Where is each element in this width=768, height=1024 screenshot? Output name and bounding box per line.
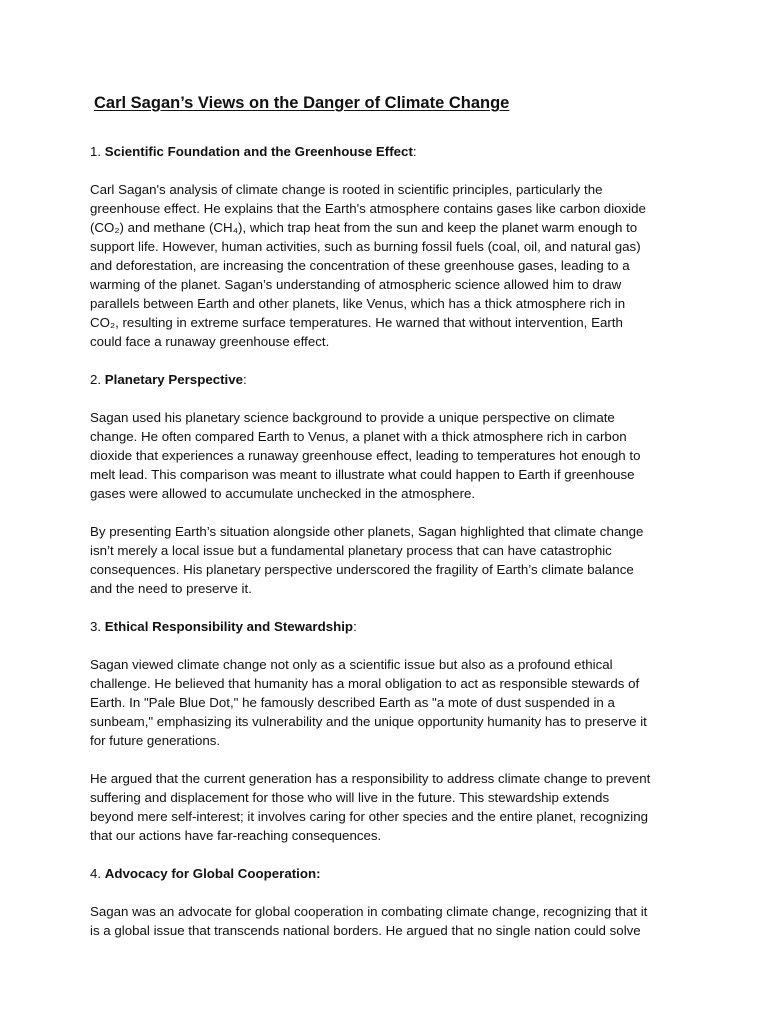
section-4-heading bbox=[90, 864, 680, 883]
section-1-paragraph-1 bbox=[90, 180, 680, 351]
text-line: and deforestation, are increasing the concentration of these greenhouse gases, leading to a bbox=[90, 258, 630, 273]
section-2-paragraph-2 bbox=[90, 522, 680, 598]
text-line: challenge. He believed that humanity has a moral obligation to act as responsible stewards of bbox=[90, 676, 640, 691]
text-line: is a global issue that transcends national borders. He argued that no single nation could solve bbox=[90, 923, 641, 938]
text-line: warming of the planet. Sagan’s understanding of atmospheric science allowed him to draw bbox=[90, 277, 622, 292]
section-number: 3. bbox=[90, 619, 105, 634]
text-line: suffering and displacement for those who will live in the future. This stewardship extends bbox=[90, 790, 610, 805]
section-3-heading bbox=[90, 617, 680, 636]
text-line: isn’t merely a local issue but a fundamental planetary process that can have catastrophic bbox=[90, 543, 612, 558]
document-page bbox=[90, 92, 680, 940]
section-title: Planetary Perspective bbox=[104, 372, 244, 387]
text-line: Sagan was an advocate for global cooperation in combating climate change, recognizing that it bbox=[90, 904, 648, 919]
section-suffix: : bbox=[243, 372, 247, 387]
text-line: Carl Sagan's analysis of climate change is rooted in scientific principles, particularly the bbox=[90, 182, 603, 197]
text-line: (CO₂) and methane (CH₄), which trap heat from the sun and keep the planet warm enough to bbox=[90, 220, 638, 235]
text-line: sunbeam," emphasizing its vulnerability and the unique opportunity humanity has to preserve it bbox=[90, 714, 647, 729]
text-line: consequences. His planetary perspective underscored the fragility of Earth’s climate balance bbox=[90, 562, 634, 577]
section-suffix: : bbox=[353, 619, 357, 634]
text-line: beyond mere self-interest; it involves caring for other species and the entire planet, recognizing bbox=[90, 809, 649, 824]
text-line: that our actions have far-reaching consequences. bbox=[90, 828, 382, 843]
section-1-heading bbox=[90, 142, 680, 161]
section-number: 1. bbox=[90, 144, 105, 159]
text-line: for future generations. bbox=[90, 733, 221, 748]
section-title: Scientific Foundation and the Greenhouse Effect bbox=[104, 144, 413, 159]
section-4-paragraph-1 bbox=[90, 902, 680, 940]
text-line: melt lead. This comparison was meant to illustrate what could happen to Earth if greenhouse bbox=[90, 467, 635, 482]
text-line: CO₂, resulting in extreme surface temperatures. He warned that without intervention, Earth bbox=[90, 315, 623, 330]
section-number: 4. bbox=[90, 866, 105, 881]
text-line: dioxide that experiences a runaway greenhouse effect, leading to temperatures hot enough to bbox=[90, 448, 641, 463]
text-line: He argued that the current generation has a responsibility to address climate change to prevent bbox=[90, 771, 651, 786]
section-3-paragraph-2 bbox=[90, 769, 680, 845]
text-line: support life. However, human activities, such as burning fossil fuels (coal, oil, and natural gas) bbox=[90, 239, 641, 254]
text-line: Earth. In "Pale Blue Dot," he famously described Earth as "a mote of dust suspended in a bbox=[90, 695, 615, 710]
text-line: Sagan viewed climate change not only as a scientific issue but also as a profound ethical bbox=[90, 657, 613, 672]
text-line: greenhouse effect. He explains that the Earth's atmosphere contains gases like carbon dioxide bbox=[90, 201, 646, 216]
section-title: Ethical Responsibility and Stewardship bbox=[104, 619, 354, 634]
section-3-paragraph-1 bbox=[90, 655, 680, 750]
section-suffix: : bbox=[412, 144, 417, 159]
section-title: Advocacy for Global Cooperation: bbox=[104, 866, 321, 881]
text-line: gases were allowed to accumulate unchecked in the atmosphere. bbox=[90, 486, 476, 501]
text-line: Sagan used his planetary science background to provide a unique perspective on climate bbox=[90, 410, 615, 425]
section-2-paragraph-1 bbox=[90, 408, 680, 503]
text-line: could face a runaway greenhouse effect. bbox=[90, 334, 330, 349]
document-title: Carl Sagan’s Views on the Danger of Climate Change bbox=[94, 94, 510, 112]
section-number: 2. bbox=[90, 372, 105, 387]
text-line: change. He often compared Earth to Venus, a planet with a thick atmosphere rich in carbon bbox=[90, 429, 627, 444]
text-line: By presenting Earth’s situation alongside other planets, Sagan highlighted that climate change bbox=[90, 524, 644, 539]
section-2-heading bbox=[90, 370, 680, 389]
text-line: and the need to preserve it. bbox=[90, 581, 252, 596]
text-line: parallels between Earth and other planets, like Venus, which has a thick atmosphere rich in bbox=[90, 296, 626, 311]
